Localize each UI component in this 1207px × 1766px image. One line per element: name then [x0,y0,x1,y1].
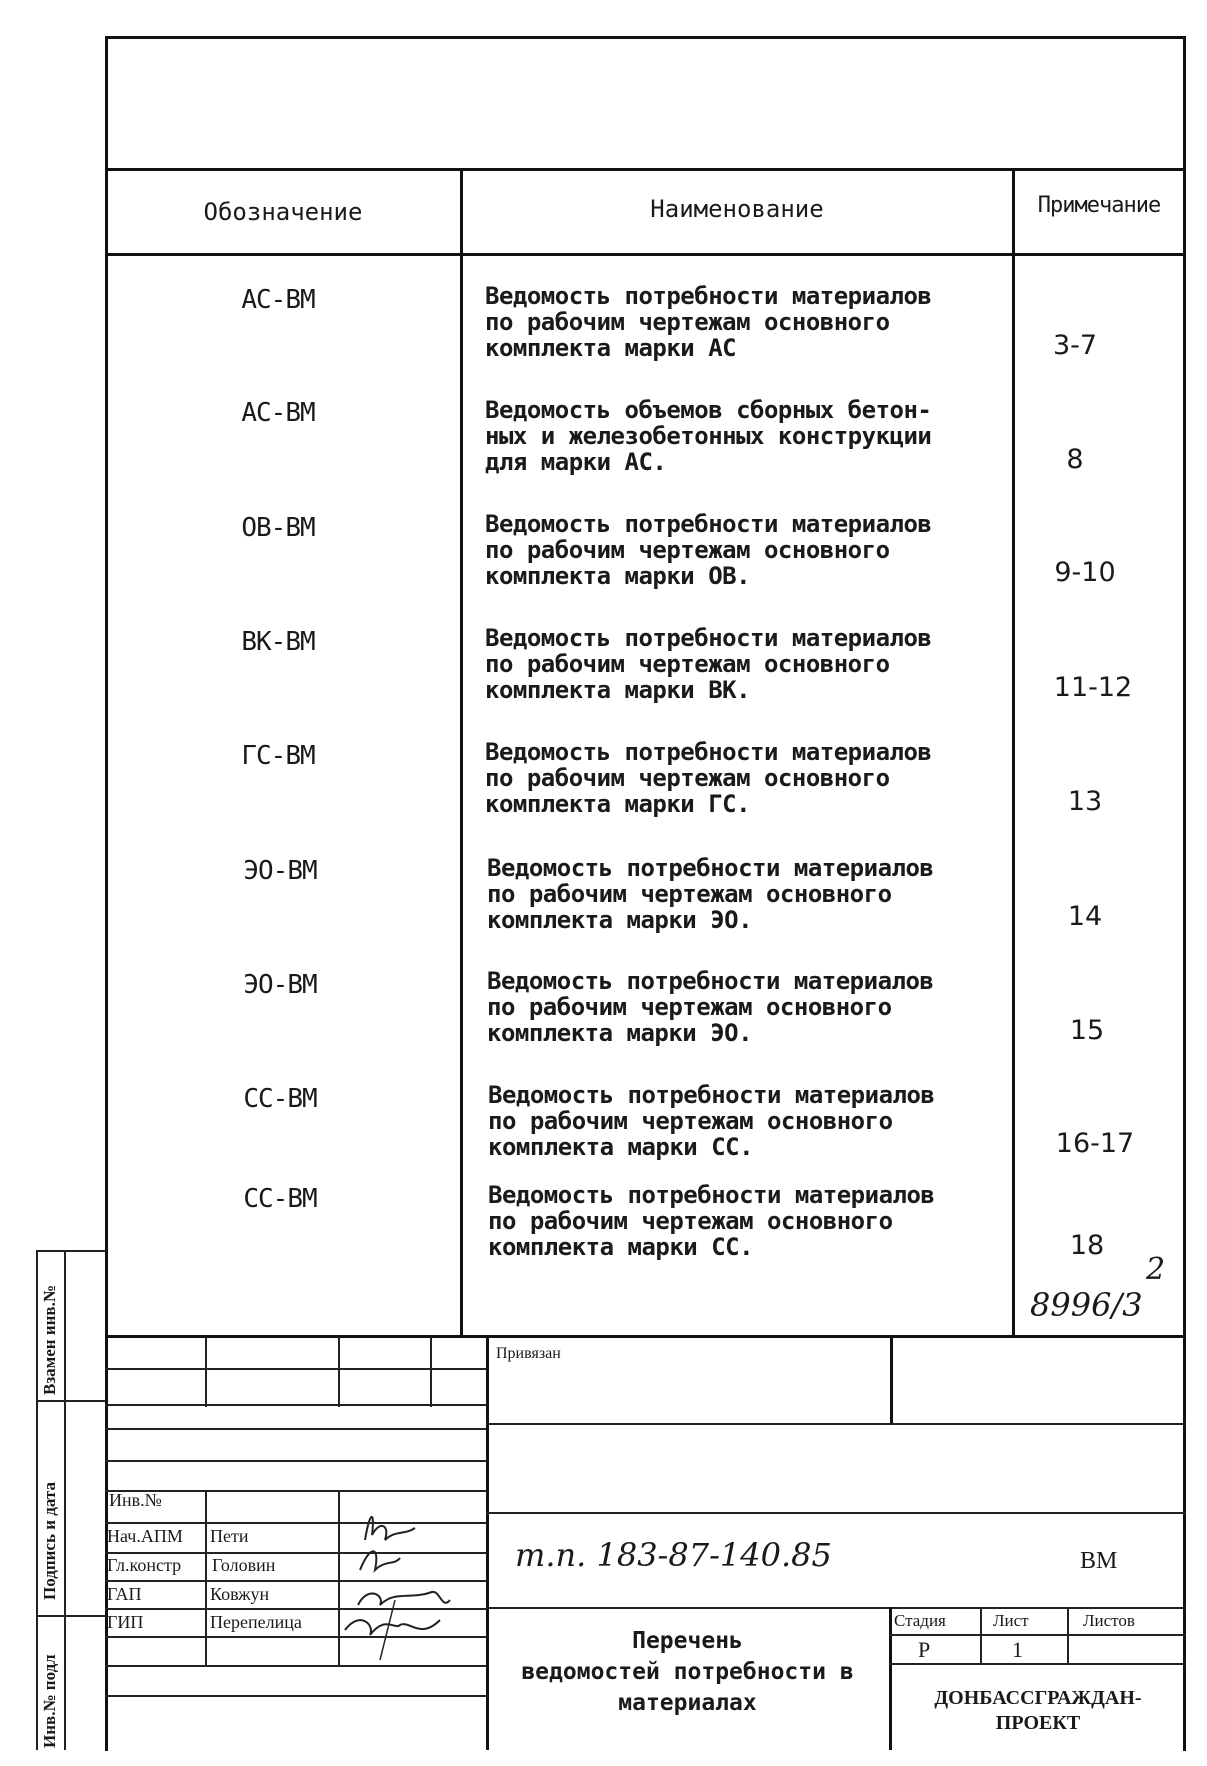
staff-name-4: Перепелица [210,1612,302,1632]
side-label-replaced-inv: Взамен инв.№ [40,1285,59,1395]
row-5-note: 13 [1067,786,1103,817]
row-2-text: Ведомость объемов сборных бетон- ных и железобетонных конструкции для марки АС. [485,396,932,476]
row-5-text: Ведомость потребности материалов по рабочим чертежам основного комплекта марки ГС. [485,738,932,818]
header-name: Наименование [650,195,824,223]
stage-value: Р [918,1637,931,1662]
signatures [340,1500,490,1670]
staff-role-4: ГИП [107,1612,144,1632]
sheet-value: 1 [1012,1637,1023,1662]
row-7-note: 15 [1069,1015,1105,1046]
side-stamp-right-line [64,1250,66,1750]
row-9-note: 18 [1069,1230,1105,1261]
doc-title: Перечень ведомостей потребности в материалах [521,1628,854,1716]
row-6-text: Ведомость потребности материалов по рабочим чертежам основного комплекта марки ЭО. [487,854,934,934]
sheets-label: Листов [1083,1611,1135,1630]
frame-top-border [105,36,1186,39]
frame-right-border [1183,36,1186,1751]
row-1-code: АС-ВМ [241,285,315,315]
row-3-note: 9-10 [1054,557,1116,588]
organization: ДОНБАССГРАЖДАН- ПРОЕКТ [934,1687,1142,1734]
table-col-divider-1 [460,168,463,1338]
table-header-top-line [105,168,1186,171]
staff-role-3: ГАП [107,1584,142,1604]
tb-right-line-3 [486,1607,1186,1609]
row-4-note: 11-12 [1053,672,1133,703]
row-7-code: ЭО-ВМ [243,970,317,1000]
tb-stage-row-line-1 [889,1634,1186,1636]
row-2-code: АС-ВМ [241,398,315,428]
row-9-code: СС-ВМ [243,1184,317,1214]
row-7-text: Ведомость потребности материалов по рабочим чертежам основного комплекта марки ЭО. [487,967,934,1047]
row-6-note: 14 [1067,901,1103,932]
row-4-text: Ведомость потребности материалов по рабочим чертежам основного комплекта марки ВК. [485,624,932,704]
row-9-text: Ведомость потребности материалов по рабочим чертежам основного комплекта марки СС. [488,1181,935,1261]
sheet-label: Лист [993,1611,1029,1630]
side-stamp-top-line [36,1250,106,1252]
row-4-code: ВК-ВМ [241,627,315,657]
title-block-top-line [105,1335,1186,1338]
inv-no-label: Инв.№ [109,1490,162,1510]
tb-stage-col-2 [1067,1607,1069,1665]
tb-bound-divider [890,1335,893,1425]
staff-name-3: Ковжун [210,1584,270,1604]
staff-role-2: Гл.констр [107,1555,182,1575]
tb-stage-divider [889,1607,892,1750]
row-8-text: Ведомость потребности материалов по рабочим чертежам основного комплекта марки СС. [488,1081,935,1161]
staff-name-1: Пети [210,1526,249,1546]
side-stamp-line-2 [36,1615,106,1617]
tb-row-line-12 [105,1695,486,1697]
tb-stage-row-line-2 [889,1663,1186,1665]
tb-right-line-2 [486,1512,1186,1514]
doc-mark: ВМ [1080,1548,1118,1574]
tb-right-line-1 [486,1423,1186,1425]
tb-grid-v3 [430,1337,432,1407]
handwritten-sheet-ref: 8996/3 [1030,1286,1143,1324]
side-stamp-left-line [36,1250,38,1750]
side-label-inv-orig: Инв.№ подл [40,1654,59,1748]
tb-row-line-1 [105,1368,486,1370]
staff-role-1: Нач.АПМ [107,1526,183,1546]
handwritten-page-number: 2 [1146,1252,1166,1287]
staff-name-2: Головин [212,1555,276,1575]
project-code: т.п. 183-87-140.85 [515,1536,832,1574]
frame-left-border [105,36,108,1751]
tb-row-line-5 [105,1490,486,1492]
row-2-note: 8 [1066,444,1084,475]
row-3-code: ОВ-ВМ [241,513,315,543]
table-header-bottom-line [105,253,1186,256]
side-label-signature-date: Подпись и дата [40,1482,59,1600]
header-note: Примечание [1037,193,1161,218]
stage-label: Стадия [894,1611,946,1630]
row-3-text: Ведомость потребности материалов по рабочим чертежам основного комплекта марки ОВ. [485,510,932,590]
row-8-note: 16-17 [1055,1128,1135,1159]
row-1-note: 3-7 [1052,330,1098,361]
bound-label: Привязан [496,1345,561,1362]
tb-grid-v2 [338,1337,340,1407]
header-designation: Обозначение [203,198,363,226]
tb-row-line-3 [105,1428,486,1430]
side-stamp-line-1 [36,1400,106,1402]
row-1-text: Ведомость потребности материалов по рабочим чертежам основного комплекта марки АС [485,282,932,362]
tb-grid-v4 [205,1490,207,1665]
tb-row-line-2 [105,1404,486,1406]
tb-grid-v1 [205,1337,207,1407]
tb-row-line-4 [105,1460,486,1462]
row-5-code: ГС-ВМ [241,741,315,771]
row-8-code: СС-ВМ [243,1084,317,1114]
tb-stage-col-1 [980,1607,982,1665]
row-6-code: ЭО-ВМ [243,856,317,886]
